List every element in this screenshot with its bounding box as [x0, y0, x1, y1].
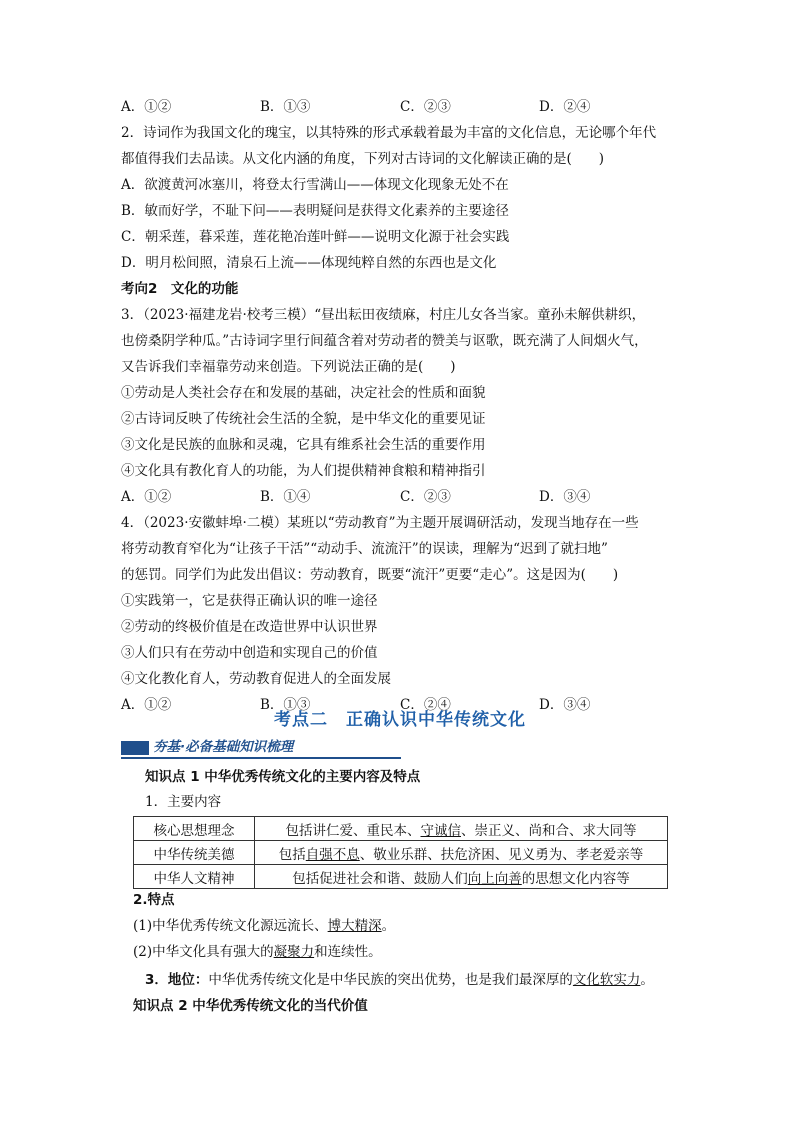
desc-text: 、敬业乐群、扶危济困、见义勇为、孝老爱亲等: [359, 846, 644, 863]
table-row: [134, 841, 668, 865]
section-title: 考点二 正确认识中华传统文化: [274, 710, 526, 730]
desc-text: 包括: [278, 846, 306, 863]
section-heading-kaoxiang2: 考向2 文化的功能: [121, 281, 239, 297]
row-name: 中华传统美德: [134, 841, 255, 865]
q4-stem-line1: 4．（2023·安徽蚌埠·二模）某班以“劳动教育”为主题开展调研活动，发现当地存在一些: [121, 515, 639, 531]
q3-item-1: ①劳动是人类社会存在和发展的基础，决定社会的性质和面貌: [121, 385, 486, 401]
q4-stem-line2: 将劳动教育窄化为“让孩子干活”“动动手、流流汗”的误读，理解为“迟到了就扫地”: [121, 541, 608, 557]
status-label: 3．地位：: [145, 972, 209, 988]
option-b[interactable]: B．①③: [260, 697, 311, 713]
q3-options: [121, 487, 681, 507]
desc-text: 、崇正义、尚和合、求大同等: [461, 822, 637, 839]
main-content-label: 1．主要内容: [145, 794, 222, 810]
q4-item-3: ③人们只有在劳动中创造和实现自己的价值: [121, 645, 378, 661]
q4-stem-line3: 的惩罚。同学们为此发出倡议：劳动教育，既要“流汗”更要“走心”。这是因为( ): [121, 567, 619, 583]
q3-stem-line2: 也傍桑阴学种瓜。”古诗词字里行间蕴含着对劳动者的赞美与讴歌，既充满了人间烟火气，: [121, 333, 648, 349]
banner-underline: [121, 757, 401, 759]
q2-option-b[interactable]: B．敏而好学，不耻下问——表明疑问是获得文化素养的主要途径: [121, 203, 509, 219]
q2-option-a[interactable]: A．欲渡黄河冰塞川，将登太行雪满山——体现文化现象无处不在: [121, 177, 509, 193]
knowledge-point-1: 知识点 1 中华优秀传统文化的主要内容及特点: [145, 769, 421, 785]
q2-stem-line1: 2．诗词作为我国文化的瑰宝，以其特殊的形式承载着最为丰富的文化信息，无论哪个年代: [121, 125, 657, 141]
status-line: [145, 970, 654, 990]
row-desc: [255, 841, 668, 865]
q3-stem-line1: 3．（2023·福建龙岩·校考三模）“昼出耘田夜绩麻，村庄儿女各当家。童孙未解供耕织，: [121, 307, 646, 323]
status-text: 中华优秀传统文化是中华民族的突出优势，也是我们最深厚的: [208, 972, 573, 988]
desc-underlined: 自强不息: [305, 846, 360, 863]
option-d[interactable]: D．③④: [539, 489, 591, 505]
row-desc: [255, 865, 668, 889]
q4-item-4: ④文化教化育人，劳动教育促进人的全面发展: [121, 671, 391, 687]
option-c[interactable]: C．②③: [400, 99, 451, 115]
feature-text: (2)中华文化具有强大的: [133, 944, 274, 960]
option-d[interactable]: D．②④: [539, 99, 591, 115]
feature-text: (1)中华优秀传统文化源远流长、: [133, 918, 328, 934]
content-table: [133, 816, 668, 889]
option-a[interactable]: A．①②: [121, 697, 172, 713]
q3-stem-line3: 又告诉我们幸福靠劳动来创造。下列说法正确的是( ): [121, 359, 456, 375]
option-d[interactable]: D．③④: [539, 697, 591, 713]
feature-text: 。: [381, 918, 396, 934]
q4-item-2: ②劳动的终极价值是在改造世界中认识世界: [121, 619, 378, 635]
row-name: 核心思想理念: [134, 817, 255, 841]
option-c[interactable]: C．②③: [400, 489, 451, 505]
row-name: 中华人文精神: [134, 865, 255, 889]
section-banner: [121, 737, 401, 759]
feature-2: [133, 942, 382, 962]
option-a[interactable]: A．①②: [121, 489, 172, 505]
feature-underlined: 博大精深: [327, 918, 382, 934]
status-underlined: 文化软实力: [572, 972, 641, 988]
knowledge-point-2: 知识点 2 中华优秀传统文化的当代价值: [133, 998, 368, 1014]
features-label: 2.特点: [133, 892, 175, 908]
desc-text: 的思想文化内容等: [521, 870, 630, 887]
desc-text: 包括讲仁爱、重民本、: [285, 822, 421, 839]
desc-underlined: 守诚信: [420, 822, 461, 839]
row-desc: [255, 817, 668, 841]
desc-text: 包括促进社会和谐、鼓励人们: [292, 870, 468, 887]
banner-bar-decoration: [121, 741, 149, 755]
option-a[interactable]: A．①②: [121, 99, 172, 115]
q2-option-c[interactable]: C．朝采莲，暮采莲，莲花艳冶莲叶鲜——说明文化源于社会实践: [121, 229, 510, 245]
q2-stem-line2: 都值得我们去品读。从文化内涵的角度，下列对古诗词的文化解读正确的是( ): [121, 151, 605, 167]
option-b[interactable]: B．①③: [260, 99, 311, 115]
status-text: 。: [640, 972, 654, 988]
q3-item-3: ③文化是民族的血脉和灵魂，它具有维系社会生活的重要作用: [121, 437, 486, 453]
feature-1: [133, 916, 395, 936]
option-c[interactable]: C．②④: [400, 697, 451, 713]
desc-underlined: 向上向善: [467, 870, 522, 887]
q3-item-2: ②古诗词反映了传统社会生活的全貌，是中华文化的重要见证: [121, 411, 486, 427]
table-row: [134, 817, 668, 841]
q2-option-d[interactable]: D．明月松间照，清泉石上流——体现纯粹自然的东西也是文化: [121, 255, 497, 271]
q1-options: [121, 97, 681, 117]
banner-label: 夯基·必备基础知识梳理: [153, 739, 294, 755]
feature-underlined: 凝聚力: [273, 944, 315, 960]
feature-text: 和连续性。: [314, 944, 382, 960]
q4-item-1: ①实践第一，它是获得正确认识的唯一途径: [121, 593, 378, 609]
option-b[interactable]: B．①④: [260, 489, 311, 505]
q3-item-4: ④文化具有教化育人的功能，为人们提供精神食粮和精神指引: [121, 463, 486, 479]
table-row: [134, 865, 668, 889]
